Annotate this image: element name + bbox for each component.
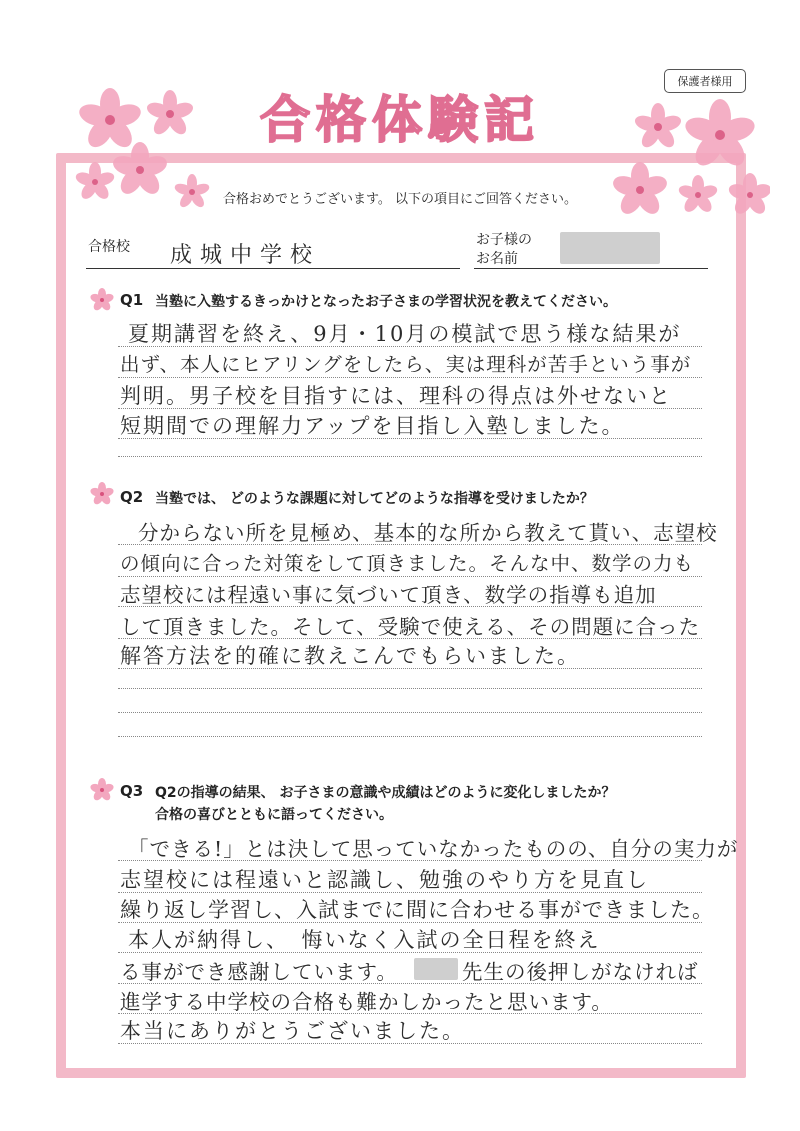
q3-answer-line: 本当にありがとうございました。: [120, 1019, 465, 1043]
rule: [118, 456, 702, 457]
school-label: 合格校: [88, 239, 130, 255]
q3-answer-line: 進学する中学校の合格も難かしかったと思います。: [120, 990, 613, 1014]
q3-answer-line: 「できる!」とは決して思っていなかったものの、自分の実力が: [128, 837, 739, 861]
q1-answer-line: 夏期講習を終え、9月・10月の模試で思う様な結果が: [128, 322, 682, 346]
q2-answer-line: 志望校には程遠い事に気づいて頂き、数学の指導も追加: [120, 583, 657, 607]
q3-label: Q3: [120, 782, 144, 800]
q2-label: Q2: [120, 488, 144, 506]
q2-answer-line: の傾向に合った対策をして頂きました。そんな中、数学の力も: [120, 552, 695, 575]
q3-blossom-icon: [90, 778, 114, 802]
rule: [118, 606, 702, 607]
q3-answer-line: 本人が納得し、 悔いなく入試の全日程を終え: [128, 928, 601, 952]
rule: [118, 922, 702, 923]
name-label-line1: お子様の: [476, 232, 532, 248]
school-underline: [86, 268, 460, 269]
rule: [118, 544, 702, 545]
q2-question: 当塾では、 どのような課題に対してどのような指導を受けましたか？: [155, 491, 594, 507]
q3-answer-line: 志望校には程遠いと認識し、勉強のやり方を見直し: [120, 868, 649, 892]
q2-answer-line: して頂きました。そして、受験で使える、その問題に合った: [120, 615, 701, 639]
rule: [118, 860, 702, 861]
page-title: 合格体験記: [260, 90, 540, 149]
q1-answer-line: 短期間での理解力アップを目指し入塾しました。: [120, 414, 625, 438]
rule: [118, 712, 702, 713]
q1-label: Q1: [120, 291, 144, 309]
rule: [118, 438, 702, 439]
q1-answer-line: 判明。男子校を目指すには、理科の得点は外せないと: [120, 384, 672, 408]
q3-question: Q2の指導の結果、 お子さまの意識や成績はどのように変化しましたか？: [155, 785, 616, 801]
teacher-name-redacted: [414, 958, 458, 980]
rule: [118, 377, 702, 378]
q1-question: 当塾に入塾するきっかけとなったお子さまの学習状況を教えてください。: [155, 294, 617, 310]
rule: [118, 983, 702, 984]
q1-blossom-icon: [90, 288, 114, 312]
q2-answer-line: 解答方法を的確に教えこんでもらいました。: [120, 644, 580, 668]
rule: [118, 736, 702, 737]
school-value: 成城中学校: [170, 243, 321, 268]
blossom-cluster-right-icon: [580, 95, 770, 230]
q3-question-line2: 合格の喜びとともに語ってください。: [155, 807, 393, 823]
rule: [118, 576, 702, 577]
q3-answer-line: 繰り返し学習し、入試までに間に合わせる事ができました。: [120, 898, 714, 922]
rule: [118, 1043, 702, 1044]
q2-blossom-icon: [90, 482, 114, 506]
rule: [118, 892, 702, 893]
rule: [118, 346, 702, 347]
name-label-line2: お名前: [476, 251, 518, 267]
rule: [118, 408, 702, 409]
q1-answer-line: 出ず、本人にヒアリングをしたら、実は理科が苦手という事が: [120, 353, 692, 376]
name-redacted: [560, 232, 660, 264]
rule: [118, 688, 702, 689]
rule: [118, 1013, 702, 1014]
q3-answer-line-before-redact: る事ができ感謝しています。: [120, 960, 398, 984]
q3-answer-line-after-redact: 先生の後押しがなければ: [462, 960, 699, 984]
guardian-badge: 保護者様用: [664, 69, 746, 93]
rule: [118, 668, 702, 669]
intro-text: 合格おめでとうございます。 以下の項目にご回答ください。: [222, 192, 578, 207]
name-underline: [474, 268, 708, 269]
q2-answer-line: 分からない所を見極め、基本的な所から教えて貰い、志望校: [138, 521, 718, 545]
rule: [118, 638, 702, 639]
rule: [118, 952, 702, 953]
